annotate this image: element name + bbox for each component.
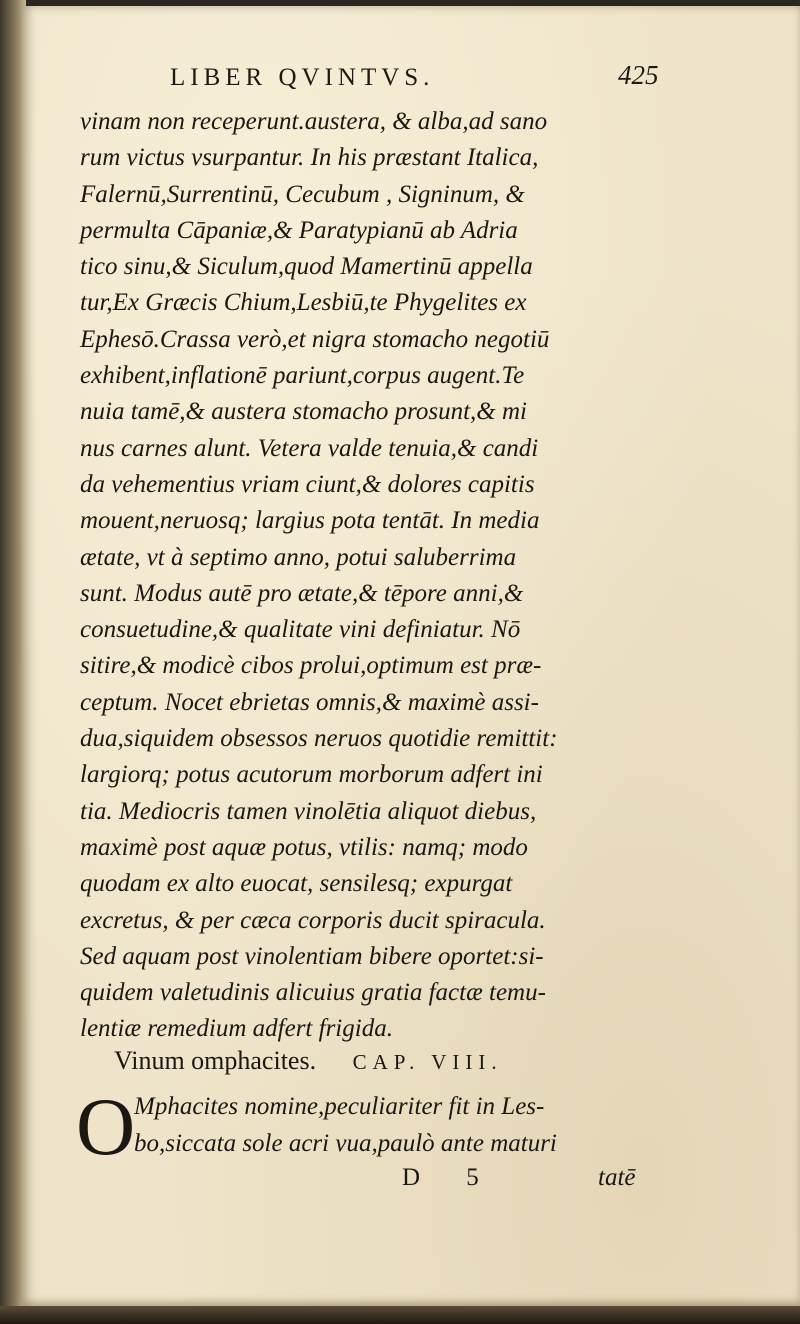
signature-mark: D 5 [402,1164,499,1191]
text-line: consuetudine,& qualitate vini definiatur. Nō [80,616,521,644]
main-paragraph [80,104,670,1048]
text-line: bo,siccata sole acri vua,paulò ante maturi [134,1130,557,1157]
text-line: quidem valetudinis alicuius gratia factæ temu- [80,979,546,1007]
text-line: tico sinu,& Siculum,quod Mamertinū appella [80,253,533,281]
chapter-heading [114,1046,694,1084]
text-line: tur,Ex Græcis Chium,Lesbiū,te Phygelites ex [80,289,527,317]
running-head: LIBER QVINTVS. [170,64,435,91]
text-line: dua,siquidem obsessos neruos quotidie remittit: [80,725,558,753]
book-page [22,6,800,1306]
text-line: maximè post aquæ potus, vtilis: namq; modo [80,833,528,861]
text-line: da vehementius vriam ciunt,& dolores capitis [80,470,535,498]
folio-number: 425 [618,60,659,90]
chapter-title: Vinum omphacites. [114,1046,317,1075]
text-line: tia. Mediocris tamen vinolētia aliquot diebus, [80,797,537,825]
text-line: Falernū,Surrentinū, Cecubum , Signinum, & [80,180,525,208]
text-line: lentiæ remedium adfert frigida. [80,1015,393,1043]
catchword: tatē [598,1164,636,1191]
text-line: Sed aquam post vinolentiam bibere oportet:si- [80,942,544,970]
text-line: Mphacites nomine,peculiariter fit in Les- [134,1093,545,1120]
text-line: largiorq; potus acutorum morborum adfert ini [80,761,543,789]
text-line: exhibent,inflationē pariunt,corpus augent.Te [80,362,525,390]
drop-capital: O [76,1081,136,1172]
chapter-number: CAP. VIII. [352,1050,503,1074]
page-bottom-edge [0,1306,800,1324]
text-line: nus carnes alunt. Vetera valde tenuia,& candi [80,434,539,462]
text-line: nuia tamē,& austera stomacho prosunt,& mi [80,398,527,426]
text-line: rum victus vsurpantur. In his præstant Italica, [80,144,539,172]
page-header [22,58,800,98]
text-line: sitire,& modicè cibos prolui,optimum est præ- [80,652,542,680]
page-footer [22,1164,800,1204]
text-line: vinam non receperunt.austera, & alba,ad sano [80,108,548,135]
text-line: ætate, vt à septimo anno, potui saluberrima [80,543,517,571]
text-line: excretus, & per cæca corporis ducit spiracula. [80,906,546,934]
text-line: sunt. Modus autē pro ætate,& tēpore anni,& [80,579,524,607]
text-line: permulta Cāpaniæ,& Paratypianū ab Adria [80,216,518,244]
text-line: quodam ex alto euocat, sensilesq; expurgat [80,870,513,898]
chapter-paragraph [134,1088,654,1162]
text-line: Ephesō.Crassa verò,et nigra stomacho negotiū [80,325,550,353]
text-line: ceptum. Nocet ebrietas omnis,& maximè assi- [80,688,539,716]
text-line: mouent,neruosq; largius pota tentāt. In media [80,507,540,535]
